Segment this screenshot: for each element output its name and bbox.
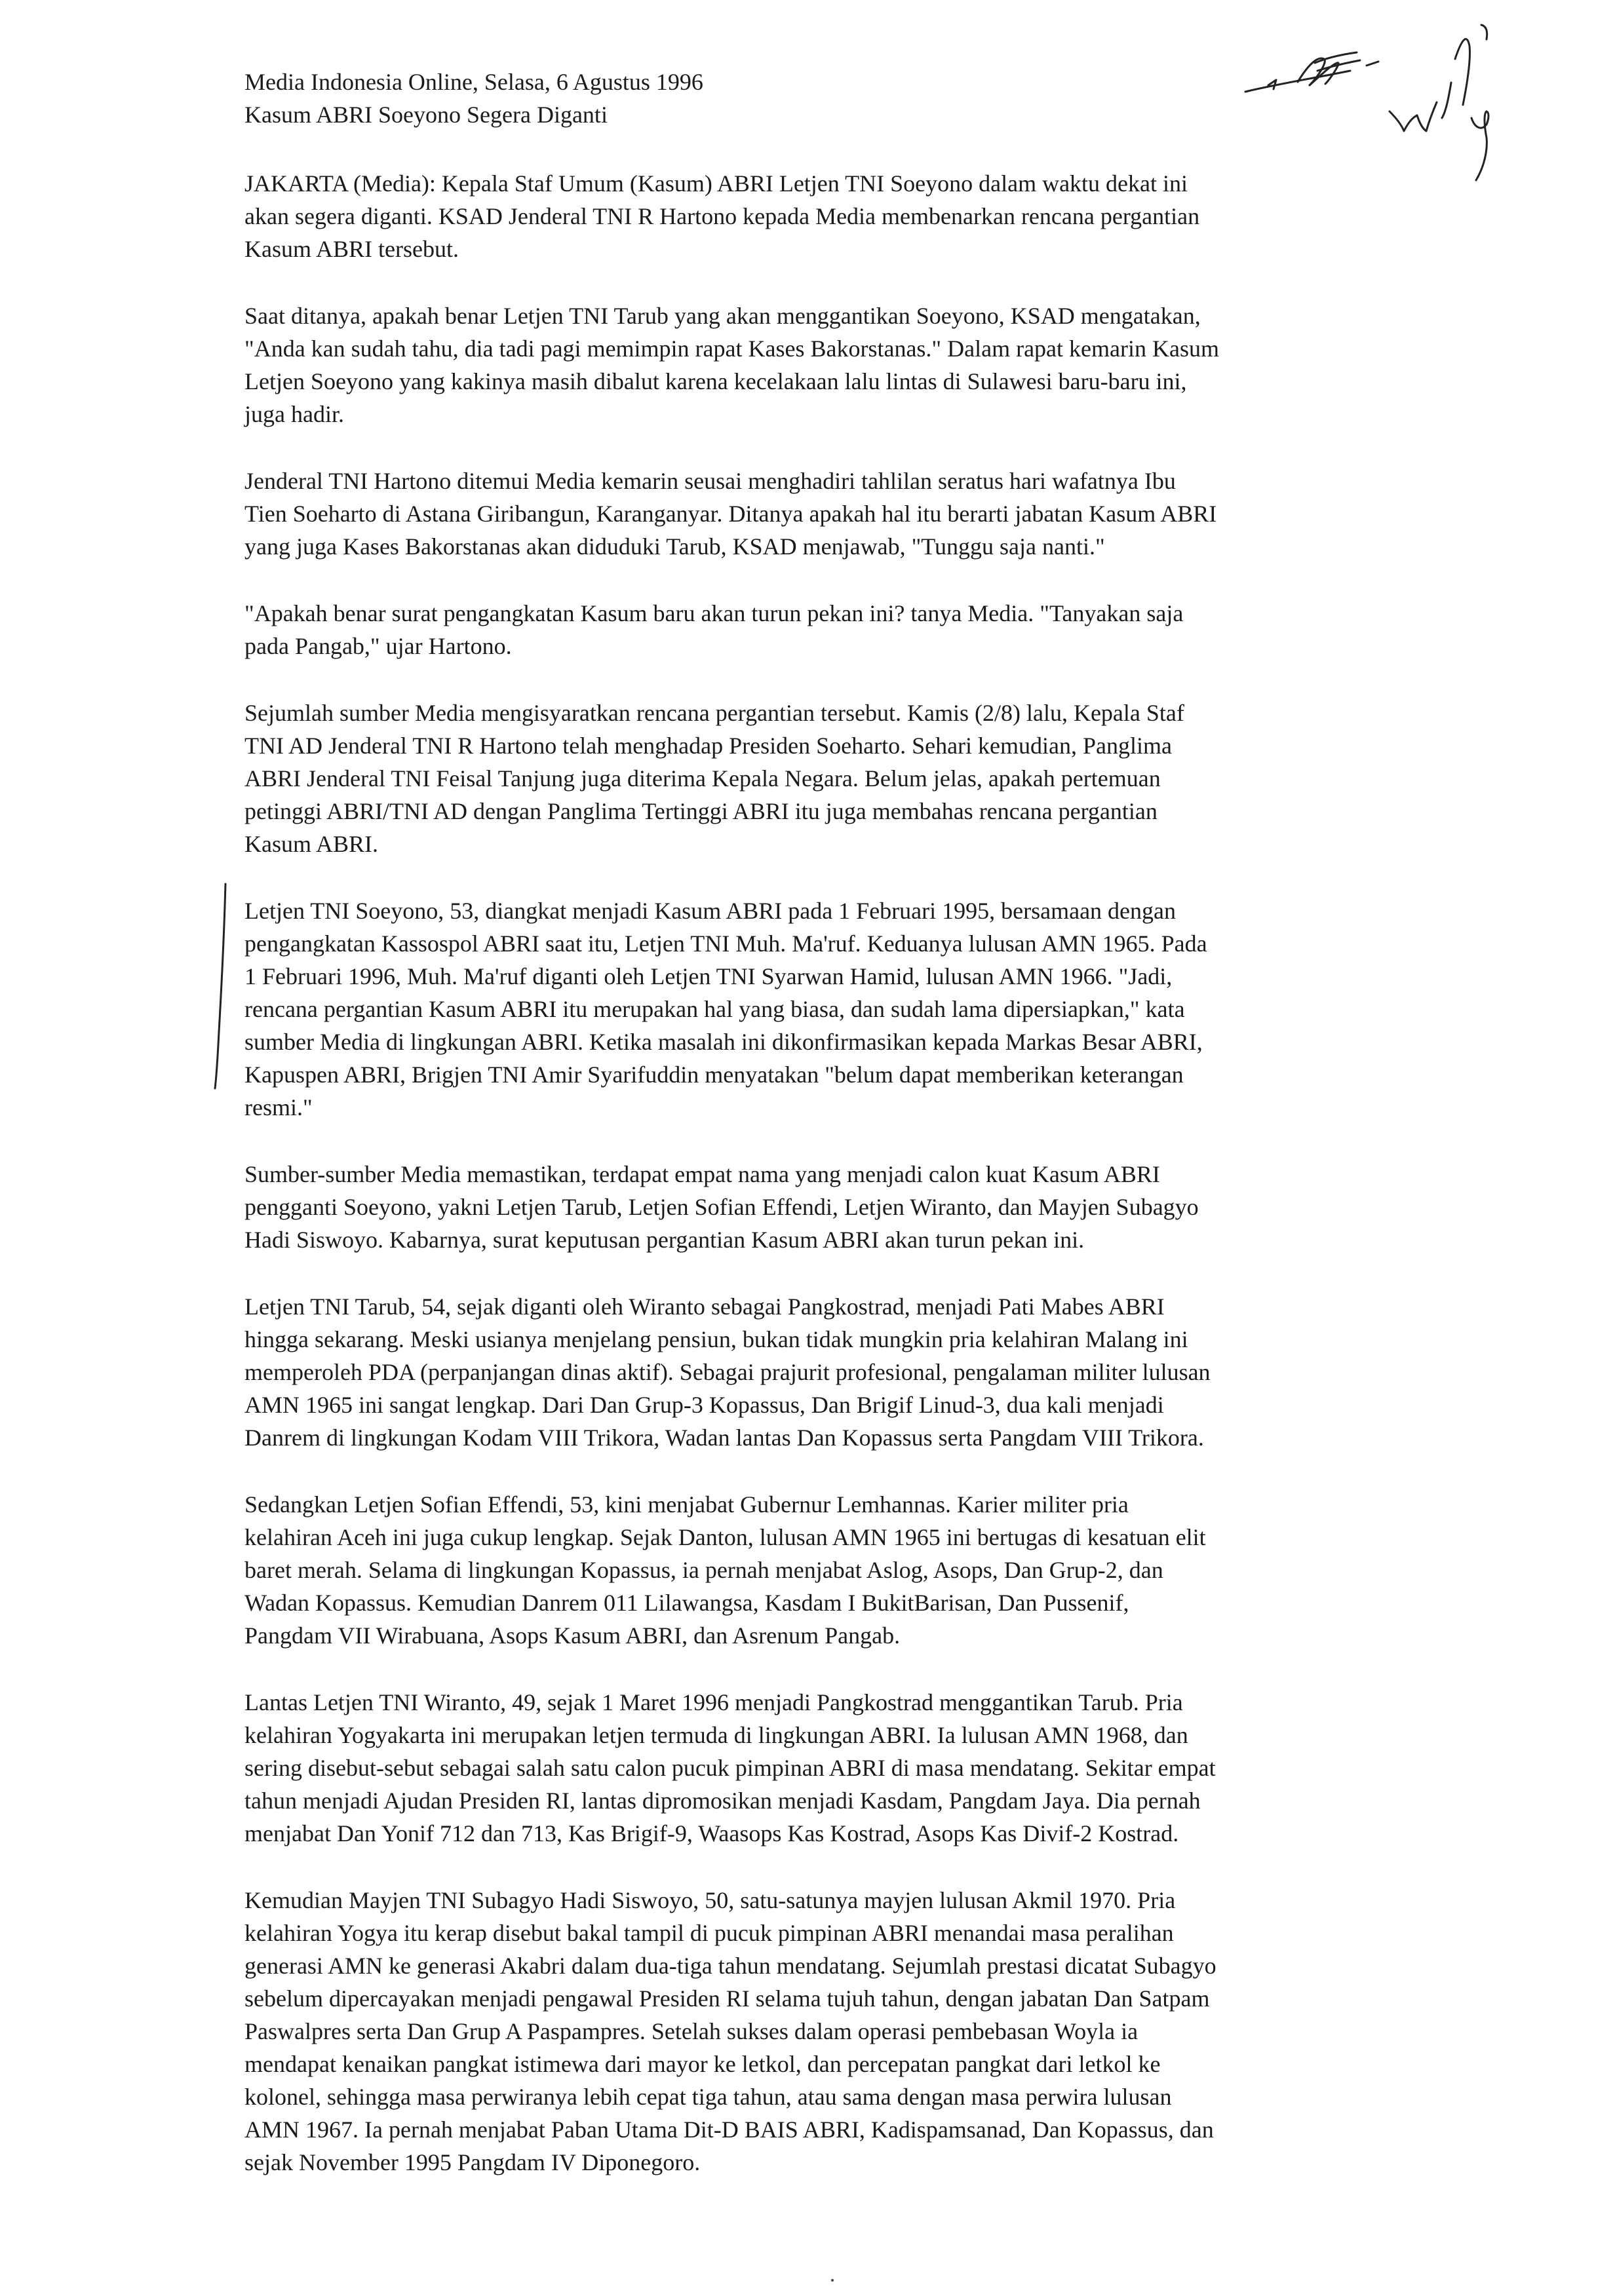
paragraph: Letjen TNI Soeyono, 53, diangkat menjadi Kasum ABRI pada 1 Februari 1995, bersamaan dengan pengangkatan Kassospol ABRI saat itu, Letjen TNI Muh. Ma'ruf. Keduanya lulusan AMN 1965. Pada 1 Februari 1996, Muh. Ma'ruf diganti oleh Letjen TNI Syarwan Hamid, lulusan AMN 1966. "Jadi, rencana pergantian Kasum ABRI itu merupakan hal yang biasa, dan sudah lama dipersiapkan," kata sumber Media di lingkungan ABRI. Ketika masalah ini dikonfirmasikan kepada Markas Besar ABRI, Kapuspen ABRI, Brigjen TNI Amir Syarifuddin menyatakan "belum dapat memberikan keterangan resmi." bbox=[244, 898, 1207, 1120]
margin-bracket-icon bbox=[210, 881, 236, 1091]
headline: Kasum ABRI Soeyono Segera Diganti bbox=[244, 102, 608, 128]
document-header bbox=[244, 66, 703, 131]
paragraph: "Apakah benar surat pengangkatan Kasum baru akan turun pekan ini? tanya Media. "Tanyakan saja pada Pangab," ujar Hartono. bbox=[244, 600, 1184, 659]
scan-speck-icon bbox=[826, 2274, 839, 2287]
paragraph: JAKARTA (Media): Kepala Staf Umum (Kasum) ABRI Letjen TNI Soeyono dalam waktu dekat ini akan segera diganti. KSAD Jenderal TNI R Hartono kepada Media membenarkan rencana pergantian Kasum ABRI tersebut. bbox=[244, 170, 1200, 262]
article-body bbox=[244, 167, 1398, 2213]
paragraph: Saat ditanya, apakah benar Letjen TNI Tarub yang akan menggantikan Soeyono, KSAD mengatakan, "Anda kan sudah tahu, dia tadi pagi memimpin rapat Kases Bakorstanas." Dalam rapat kemarin Kasum Letjen Soeyono yang kakinya masih dibalut karena kecelakaan lalu lintas di Sulawesi baru-baru ini, juga hadir. bbox=[244, 303, 1219, 427]
source-line: Media Indonesia Online, Selasa, 6 Agustus 1996 bbox=[244, 69, 703, 95]
paragraph: Letjen TNI Tarub, 54, sejak diganti oleh Wiranto sebagai Pangkostrad, menjadi Pati Mabes ABRI hingga sekarang. Meski usianya menjelang pensiun, bukan tidak mungkin pria kelahiran Malang ini memperoleh PDA (perpanjangan dinas aktif). Sebagai prajurit profesional, pengalaman militer lulusan AMN 1965 ini sangat lengkap. Dari Dan Grup-3 Kopassus, Dan Brigif Linud-3, dua kali menjadi Danrem di lingkungan Kodam VIII Trikora, Wadan lantas Dan Kopassus serta Pangdam VIII Trikora. bbox=[244, 1293, 1211, 1451]
paragraph: Sumber-sumber Media memastikan, terdapat empat nama yang menjadi calon kuat Kasum ABRI pengganti Soeyono, yakni Letjen Tarub, Letjen Sofian Effendi, Letjen Wiranto, dan Mayjen Subagyo Hadi Siswoyo. Kabarnya, surat keputusan pergantian Kasum ABRI akan turun pekan ini. bbox=[244, 1161, 1199, 1253]
paragraph: Sedangkan Letjen Sofian Effendi, 53, kini menjabat Gubernur Lemhannas. Karier militer pria kelahiran Aceh ini juga cukup lengkap. Sejak Danton, lulusan AMN 1965 ini bertugas di kesatuan elit baret merah. Selama di lingkungan Kopassus, ia pernah menjabat Aslog, Asops, Dan Grup-2, dan Wadan Kopassus. Kemudian Danrem 011 Lilawangsa, Kasdam I BukitBarisan, Dan Pussenif, Pangdam VII Wirabuana, Asops Kasum ABRI, dan Asrenum Pangab. bbox=[244, 1491, 1206, 1649]
paragraph: Lantas Letjen TNI Wiranto, 49, sejak 1 Maret 1996 menjadi Pangkostrad menggantikan Tarub. Pria kelahiran Yogyakarta ini merupakan letjen termuda di lingkungan ABRI. Ia lulusan AMN 1968, dan sering disebut-sebut sebagai salah satu calon pucuk pimpinan ABRI di masa mendatang. Sekitar empat tahun menjadi Ajudan Presiden RI, lantas dipromosikan menjadi Kasdam, Pangdam Jaya. Dia pernah menjabat Dan Yonif 712 dan 713, Kas Brigif-9, Waasops Kas Kostrad, Asops Kas Divif-2 Kostrad. bbox=[244, 1689, 1216, 1846]
paragraph: Sejumlah sumber Media mengisyaratkan rencana pergantian tersebut. Kamis (2/8) lalu, Kepala Staf TNI AD Jenderal TNI R Hartono telah menghadap Presiden Soeharto. Sehari kemudian, Panglima ABRI Jenderal TNI Feisal Tanjung juga diterima Kepala Negara. Belum jelas, apakah pertemuan petinggi ABRI/TNI AD dengan Panglima Tertinggi ABRI itu juga membahas rencana pergantian Kasum ABRI. bbox=[244, 700, 1184, 857]
paragraph: Kemudian Mayjen TNI Subagyo Hadi Siswoyo, 50, satu-satunya mayjen lulusan Akmil 1970. Pria kelahiran Yogya itu kerap disebut bakal tampil di pucuk pimpinan ABRI menandai masa peralihan generasi AMN ke generasi Akabri dalam dua-tiga tahun mendatang. Sejumlah prestasi dicatat Subagyo sebelum dipercayakan menjadi pengawal Presiden RI selama tujuh tahun, dengan jabatan Dan Satpam Paswalpres serta Dan Grup A Paspampres. Setelah sukses dalam operasi pembebasan Woyla ia mendapat kenaikan pangkat istimewa dari mayor ke letkol, dan percepatan pangkat dari letkol ke kolonel, sehingga masa perwiranya lebih cepat tiga tahun, atau sama dengan masa perwira lulusan AMN 1967. Ia pernah menjabat Paban Utama Dit-D BAIS ABRI, Kadispamsanad, Dan Kopassus, dan sejak November 1995 Pangdam IV Diponegoro. bbox=[244, 1887, 1216, 2175]
paragraph: Jenderal TNI Hartono ditemui Media kemarin seusai menghadiri tahlilan seratus hari wafatnya Ibu Tien Soeharto di Astana Giribangun, Karanganyar. Ditanya apakah hal itu berarti jabatan Kasum ABRI yang juga Kases Bakorstanas akan diduduki Tarub, KSAD menjawab, "Tunggu saja nanti." bbox=[244, 468, 1217, 560]
handwritten-signature-icon bbox=[1232, 20, 1534, 190]
